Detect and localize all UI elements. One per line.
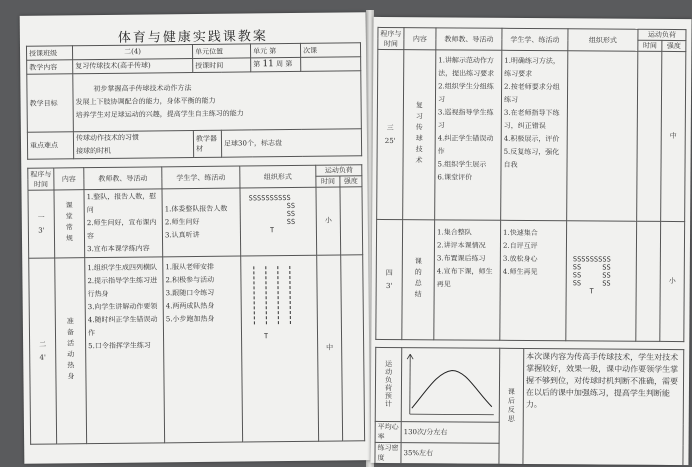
student-step: 3.放松身心 [502,254,538,264]
teacher-step: 3.布置课后练习 [436,254,486,263]
row1-content [54,190,85,258]
r-col-teacher: 教师教、导活动 [436,28,502,50]
r-col-student: 学生学、练活动 [502,28,568,50]
goal-item: 发展上下肢协调配合的能力，身体平衡的能力 [75,96,216,107]
teacher-step: 4.随时纠正学生错误动作 [87,315,158,338]
teacher-step: 2.师生问好，宣布课内容 [86,218,157,241]
curve-label [375,347,402,421]
teacher-step: 5.口令指挥学生练习 [88,341,151,351]
col-load-intensity: 强度 [340,176,362,187]
teacher-step: 3.巡视指导学生练习 [437,108,494,130]
student-step: 1.服从老师安排 [165,262,215,272]
key-point: 传球动作技术的习惯 [75,133,139,143]
row2-teacher [85,257,165,444]
header-table [26,42,362,160]
class-suffix: 次课 [300,43,360,58]
r-col-load-intensity: 强度 [662,40,686,51]
group-label: 授课班级 [26,46,72,60]
row2-formation [241,255,319,442]
key-points-cell [73,131,193,159]
equipment-label: 教学器材 [193,130,221,157]
row2-load-time: 中 [317,255,343,441]
teacher-step: 1.组织学生成四列横队 [87,263,158,273]
student-step: 2.师生问好 [164,217,200,227]
formation-diagram: SSSSSSSSS SS SS SS SS SS SS T [572,255,611,296]
col-phase: 程序与时间 [28,168,54,190]
week-blank [301,57,361,72]
reflection-text: 本次课内容为传高手传球技术，学生对技术掌握较好，效果一般，课中动作要领学生掌握不够到位，对传球时机判断不准确，需要在以后的课中加强练习，提高学生判断能力。 [523,348,684,465]
r-row1-phase-num: 三 [386,123,394,132]
student-step: 1.体委整队报告人数 [164,204,228,214]
right-page [370,17,691,465]
row1-content-text: 课堂常规 [65,200,74,245]
density-value: 35%左右 [401,443,499,465]
r-col-load-time: 时间 [638,40,662,51]
hr-value: 130次/分左右 [401,422,499,444]
teacher-step: 1.讲解示范动作方法，提出练习要求 [438,56,495,78]
r-row1-load-time [637,51,662,221]
procedure-table [27,164,365,444]
group-value: 二(4) [72,45,192,60]
curve-label-text: 运动负荷预计 [384,359,393,408]
r-row1-content [403,50,436,220]
teacher-step: 5.组织学生展示 [437,160,487,169]
r-row2-teacher [434,220,501,340]
row2-phase [29,258,57,444]
teacher-step: 6.课堂评价 [437,173,473,182]
reflection-label [499,348,524,464]
goals-cell [73,71,362,132]
r-col-content: 内容 [404,28,436,50]
teacher-step: 1.集合整队 [437,228,472,237]
load-curve-cell [401,348,500,423]
key-label: 重点难点 [27,132,73,159]
content-value: 复习传球技术(高手传球) [73,59,193,74]
right-procedure-table [375,27,686,342]
teacher-step: 3.向学生讲解动作要领 [87,302,158,312]
formation-columns-diagram [251,266,302,327]
r-col-load: 运动负荷 [638,29,686,40]
hours-label: 授课时间 [193,58,251,73]
r-row1-time: 25' [384,136,396,145]
row1-time: 3' [38,226,45,235]
week-label [251,57,301,72]
col-student: 学生学、练活动 [162,166,240,189]
student-step: 1.明确练习方法，练习要求 [504,56,560,79]
teacher-step: 2.讲评本课情况 [436,241,486,250]
student-step: 4.积极展示，评价 [503,134,560,144]
formation-diagram: SSSSSSSSSS SS SS SS T [248,193,296,235]
teacher-mark: T [263,332,269,341]
hr-label: 平均心率 [375,421,401,442]
student-step: 4.师生再见 [502,267,538,277]
row1-load-time: 小 [316,187,341,255]
r-row2-content [402,220,435,340]
col-teacher: 教师教、导活动 [84,167,162,190]
row1-phase [28,190,55,258]
row2-load-intensity [341,255,365,441]
student-step: 4.两两成队热身 [165,301,215,311]
row2-student [163,256,243,443]
r-row2-load: 小 [660,221,685,341]
col-content: 内容 [54,168,84,190]
row2-content [55,258,87,444]
col-organization: 组织形式 [240,165,316,188]
teacher-step: 1.整队，报告人数，慰问 [86,192,157,215]
r-row2-phase-num: 四 [385,268,393,277]
r-row2-phase [376,219,403,339]
col-load-time: 时间 [316,176,340,187]
key-point: 接球的时机 [76,146,112,156]
teacher-step: 2.提示指导学生练习进行热身 [87,276,158,299]
row1-formation [240,187,317,256]
student-step: 5.反复练习，强化自我 [503,147,560,169]
row1-teacher [84,189,163,258]
r-row2-load-time [636,221,661,341]
student-step: 1.快速集合 [503,228,538,238]
r-row2-time: 3' [385,281,393,290]
row2-phase-num: 二 [39,340,47,349]
week-prefix: 第 [253,60,261,69]
student-step: 2.自评互评 [502,241,538,251]
goal-label: 教学目标 [27,74,74,132]
r-row2-formation [566,221,637,341]
week-suffix: 周 第 [276,59,293,69]
row1-phase-num: 一 [37,213,45,222]
goal-item: 初步掌握高手传球技术动作方法 [93,84,192,94]
r-row1-formation [567,51,638,221]
r-col-phase: 程序与时间 [378,27,404,49]
left-page [20,12,371,464]
r-row2-content-text: 课的总结 [414,256,423,301]
student-step: 3.认真听讲 [164,230,200,240]
student-step: 2.积极参与活动 [165,275,215,285]
student-step: 2.按老师要求分组练习 [503,82,560,104]
reflection-label-text: 课后反思 [507,387,516,424]
summary-table [374,347,684,465]
col-load: 运动负荷 [316,165,362,176]
density-label: 练习密度 [375,442,401,463]
r-col-organization: 组织形式 [568,29,638,51]
load-curve-chart [402,350,498,421]
teacher-step: 2.组织学生分组练习 [437,82,494,104]
equipment-value: 足球30个，标志盘 [221,129,361,157]
teacher-step: 4.纠正学生错误动作 [437,134,494,156]
r-row1-content-text: 复习传球技术 [415,100,424,167]
r-row1-load: 中 [661,51,686,221]
row2-content-text: 准备活动热身 [66,316,76,383]
row1-load-intensity [340,187,363,255]
student-step: 3.在老师指导下练习，纠正错误 [503,108,560,131]
unit-label: 单元位置 [192,44,250,59]
r-row1-teacher [435,50,502,220]
student-step: 3.跟随口令练习 [165,288,215,298]
row1-student [162,188,241,257]
content-label: 教学内容 [27,60,73,74]
r-row1-phase [377,49,404,219]
lesson-plan-title: 体育与健康实践课教案 [117,29,268,46]
teacher-step: 4.宣布下课，师生再见 [436,267,493,289]
row2-time: 4' [39,353,46,362]
unit-suffix: 单元 第 [250,43,300,58]
teacher-step: 3.宣布本课学练内容 [87,244,150,254]
student-step: 5.小步跑加热身 [165,314,215,324]
r-row1-student [501,50,568,220]
goal-item: 培养学生对足球运动的兴趣，提高学生自主练习的能力 [75,109,244,120]
r-row2-student [500,220,567,340]
week-value: 11 [262,59,274,70]
